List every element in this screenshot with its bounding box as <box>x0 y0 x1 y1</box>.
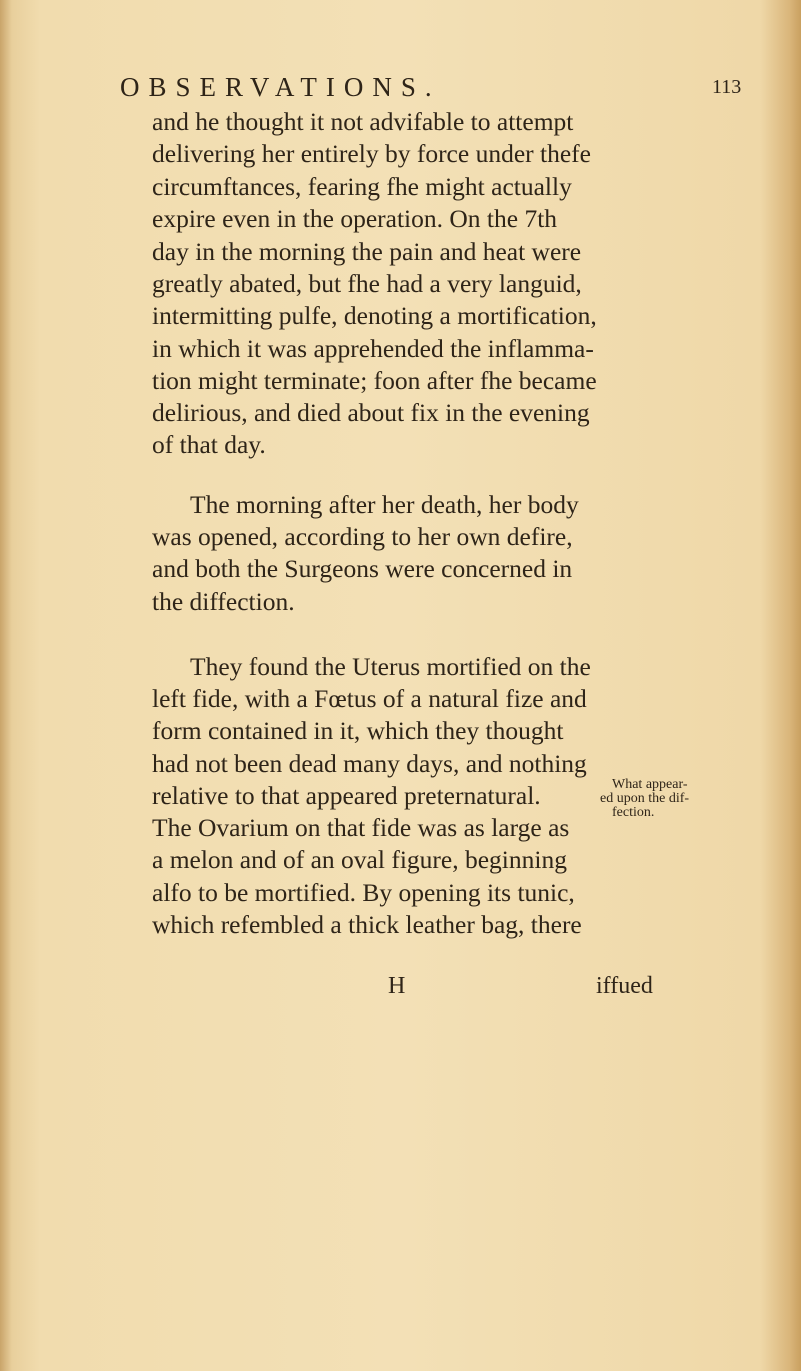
text-line: was opened, according to her own defire, <box>152 522 573 551</box>
text-line: which refembled a thick leather bag, there <box>152 910 582 939</box>
page-number: 113 <box>712 76 742 98</box>
marginal-note-line: What appear- <box>612 777 688 792</box>
catchword: iffued <box>596 973 653 999</box>
text-line: of that day. <box>152 430 266 459</box>
text-line: circumftances, fearing fhe might actually <box>152 172 572 201</box>
signature-mark: H <box>388 973 406 999</box>
text-line: tion might terminate; foon after fhe became <box>152 366 597 395</box>
text-line: delirious, and died about fix in the evening <box>152 398 590 427</box>
marginal-note-line: ed upon the dif- <box>600 791 690 806</box>
text-line: expire even in the operation. On the 7th <box>152 204 558 233</box>
text-line: They found the Uterus mortified on the <box>190 652 591 681</box>
running-title: OBSERVATIONS. <box>120 72 441 102</box>
text-line: alfo to be mortified. By opening its tunic, <box>152 878 575 907</box>
text-line: in which it was apprehended the inflamma- <box>152 334 594 363</box>
text-line: greatly abated, but fhe had a very languid, <box>152 269 582 298</box>
text-line: day in the morning the pain and heat were <box>152 237 582 266</box>
text-line: intermitting pulfe, denoting a mortification, <box>152 301 597 330</box>
text-line: a melon and of an oval figure, beginning <box>152 845 567 874</box>
text-line: and he thought it not advifable to attempt <box>152 107 574 136</box>
text-line: and both the Surgeons were concerned in <box>152 554 573 583</box>
text-line: The morning after her death, her body <box>190 490 579 519</box>
text-line: the diffection. <box>152 587 295 616</box>
marginal-note-line: fection. <box>612 805 655 820</box>
text-line: delivering her entirely by force under thefe <box>152 139 591 168</box>
text-line: The Ovarium on that fide was as large as <box>152 813 570 842</box>
text-line: relative to that appeared preternatural. <box>152 781 541 810</box>
text-line: had not been dead many days, and nothing <box>152 749 587 778</box>
text-line: form contained in it, which they thought <box>152 716 564 745</box>
text-line: left fide, with a Fœtus of a natural fize and <box>152 684 587 713</box>
